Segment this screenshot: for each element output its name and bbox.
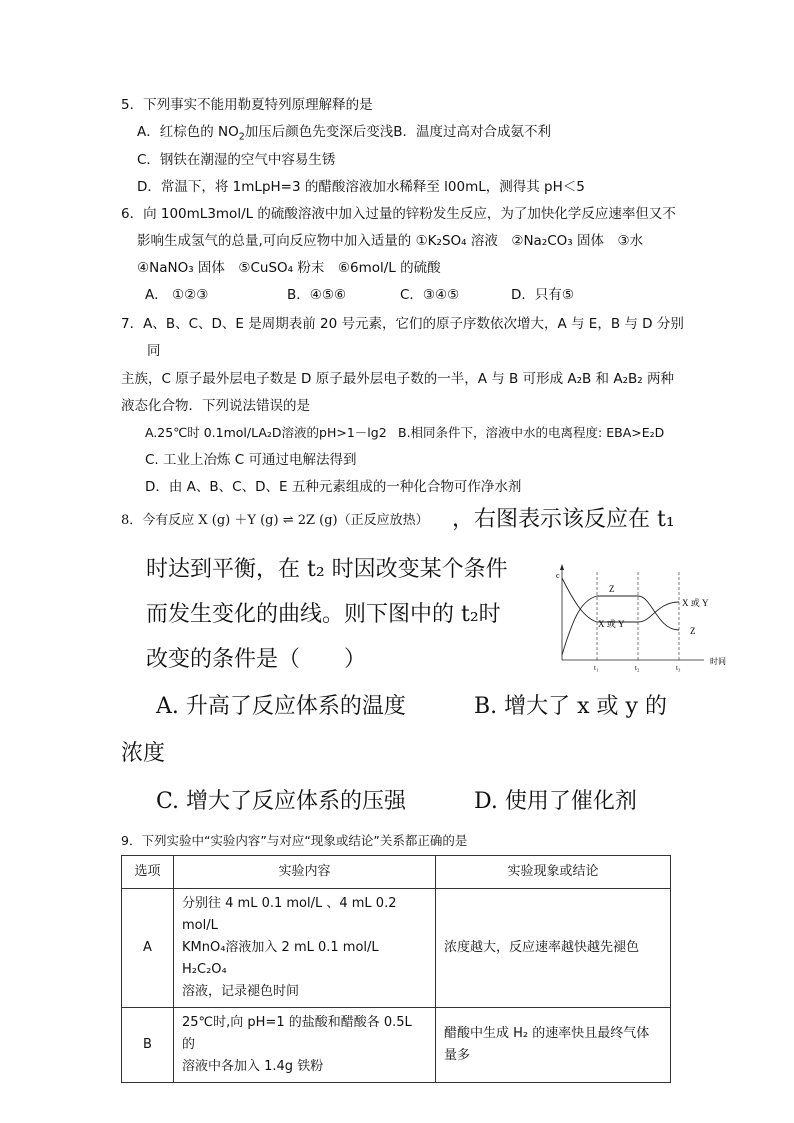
q6-line1: 6．向 100mL3mol/L 的硫酸溶液中加入过量的锌粉发生反应，为了加快化学反应速率但又不: [121, 206, 676, 222]
q8-line4: 改变的条件是（ ）: [146, 647, 367, 672]
x-axis-label: 时间: [710, 657, 726, 666]
q6-option-c: C．③④⑤: [400, 287, 460, 303]
series-z-end-label: Z: [690, 626, 696, 636]
q6-option-d: D．只有⑤: [511, 287, 574, 303]
q8-option-d: D. 使用了催化剂: [474, 789, 637, 814]
header-result: 实验现象或结论: [436, 856, 671, 889]
q7-option-c: C. 工业上冶炼 C 可通过电解法得到: [145, 452, 357, 468]
row-a-content: 分别往 4 mL 0.1 mol/L 、4 mL 0.2 mol/L KMnO₄溶液加入 2 mL 0.1 mol/L H₂C₂O₄ 溶液，记录褪色时间: [174, 889, 436, 1008]
q6-line2: 影响生成氢气的总量,可向反应物中加入适量的 ①K₂SO₄ 溶液 ②Na₂CO₃ 固体 ③水: [137, 233, 644, 249]
q7-line2: 主族，C 原子最外层电子数是 D 原子最外层电子数的一半，A 与 B 可形成 A₂B 和 A₂B₂ 两种: [121, 371, 674, 387]
table-header-row: [122, 856, 671, 889]
header-option: 选项: [122, 856, 174, 889]
row-b-option: B: [122, 1008, 174, 1083]
series-xy-label: X 或 Y: [598, 619, 625, 629]
q8-stem-head: ，右图表示该反应在 t₁: [452, 507, 675, 532]
table-row: [122, 889, 671, 1008]
q8-option-a: A. 升高了反应体系的温度: [156, 694, 406, 719]
q6-option-a: A． ①②③: [145, 287, 209, 303]
row-b-result: 醋酸中生成 H₂ 的速率快且最终气体 量多: [436, 1008, 671, 1083]
x-tick-t3: t₃: [676, 664, 681, 672]
q8-option-b: B. 增大了 x 或 y 的: [474, 694, 667, 719]
q6-line3: ④NaNO₃ 固体 ⑤CuSO₄ 粉末 ⑥6mol/L 的硫酸: [137, 260, 441, 276]
series-xy-line: [562, 578, 679, 622]
q7-line1-cont: 同: [147, 343, 161, 359]
q7-line1: 7．A、B、C、D、E 是周期表前 20 号元素，它们的原子序数依次增大，A 与 E，B 与 D 分别: [121, 316, 684, 332]
q8-option-b-cont: 浓度: [121, 741, 166, 766]
q8-stem-equation: 8．今有反应 X (g) ＋Y (g) ⇌ 2Z (g)（正反应放热）: [121, 513, 429, 528]
q8-option-c: C. 增大了反应体系的压强: [156, 789, 407, 814]
series-xy-end-label: X 或 Y: [682, 598, 709, 608]
x-tick-t1: t₁: [594, 664, 599, 672]
q6-option-b: B．④⑤⑥: [287, 287, 347, 303]
q7-option-b: B.相同条件下，溶液中水的电离程度: EBA>E₂D: [398, 425, 665, 440]
q7-option-d: D．由 A、B、C、D、E 五种元素组成的一种化合物可作净水剂: [145, 479, 522, 495]
q8-line3: 而发生变化的曲线。则下图中的 t₂时: [146, 602, 501, 627]
q7-option-a: A.25℃时 0.1mol/LA₂D溶液的pH>1－lg2: [145, 425, 387, 440]
q5-stem: 5．下列事实不能用勒夏特列原理解释的是: [121, 97, 373, 113]
table-row: [122, 1008, 671, 1083]
x-tick-t2: t₂: [635, 664, 640, 672]
row-b-content: 25℃时,向 pH=1 的盐酸和醋酸各 0.5L 的 溶液中各加入 1.4g 铁粉: [174, 1008, 436, 1083]
q9-stem: 9．下列实验中“实验内容”与对应“现象或结论”关系都正确的是: [121, 833, 468, 848]
q7-line3: 液态化合物．下列说法错误的是: [121, 398, 310, 414]
q5-option-c: C．钢铁在潮湿的空气中容易生锈: [137, 152, 336, 168]
row-a-result: 浓度越大，反应速率越快越先褪色: [436, 889, 671, 1008]
series-z-label: Z: [609, 584, 615, 594]
experiment-table: [121, 855, 671, 1083]
concentration-time-chart: [552, 560, 742, 672]
y-axis-arrow: [560, 564, 564, 570]
q5-option-a-b: A．红棕色的 $NO_2$加压后颜色先变深后变浅B．温度过高对合成氨不利: [137, 124, 552, 143]
row-a-option: A: [122, 889, 174, 1008]
header-content: 实验内容: [174, 856, 436, 889]
q5-option-d: D．常温下，将 1mLpH=3 的醋酸溶液加水稀释至 l00mL，测得其 pH＜5: [137, 179, 585, 195]
y-axis-label: c: [556, 571, 560, 580]
q8-line2: 时达到平衡，在 t₂ 时因改变某个条件: [146, 557, 508, 582]
